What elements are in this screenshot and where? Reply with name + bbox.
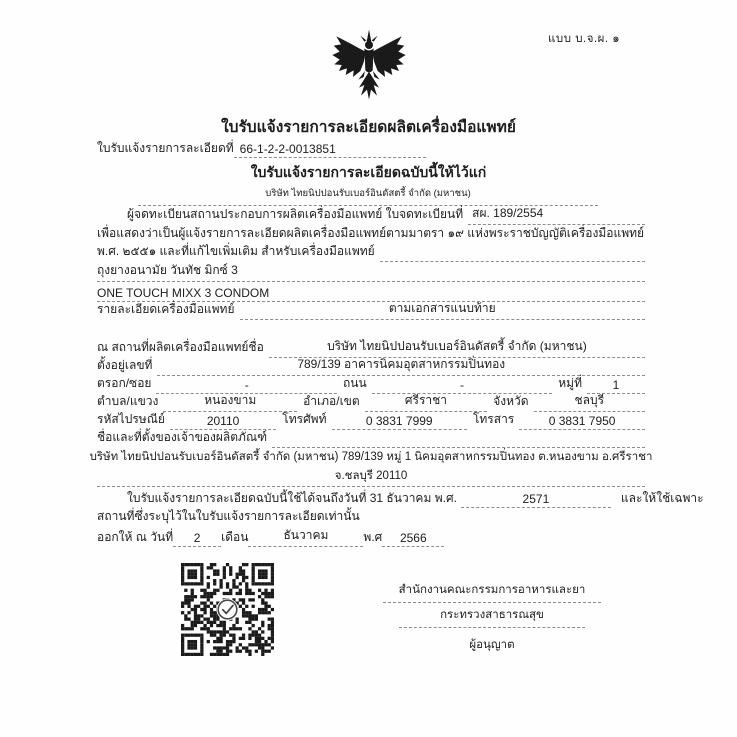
soi-label: ตรอก/ซอย [97, 376, 152, 390]
site-address-label: ตั้งอยู่เลขที่ [97, 358, 153, 372]
site-address-value: 789/139 อาคารนิคมอุตสาหกรรมปิ่นทอง [157, 355, 645, 376]
owner-address-line1: บริษัท ไทยนิปปอนรับเบอร์อินดัสตรี้ จำกัด (มหาชน) 789/139 หมู่ 1 นิคมอุตสาหกรรมปิ่นทอง ต.หนองขาม อ.ศรีราชา [89, 451, 653, 463]
province-value: ชลบุรี [534, 391, 645, 412]
soi-value: - [156, 378, 337, 394]
owner-label: ชื่อและที่ตั้งของเจ้าของผลิตภัณฑ์ [97, 430, 268, 444]
licensor-title: ผู้อนุญาต [469, 639, 515, 651]
ministry: กระทรวงสาธารณสุข [399, 606, 585, 628]
district-label: อำเภอ/เขต [303, 394, 360, 408]
registration-number: สผ. 189/2554 [468, 204, 645, 225]
validity-restriction: สถานที่ซึ่งระบุไว้ในใบรับแจ้งรายการละเอียดเท่านั้น [97, 509, 360, 523]
site-name-value: บริษัท ไทยนิปปอนรับเบอร์อินดัสตรี้ จำกัด (มหาชน) [269, 337, 645, 358]
device-name-en: ONE TOUCH MIXX 3 CONDOM [97, 282, 645, 302]
site-name-label: ณ สถานที่ผลิตเครื่องมือแพทย์ชื่อ [97, 340, 264, 354]
blank-fill [380, 260, 645, 262]
fax-label: โทรสาร [472, 412, 515, 426]
subdistrict-value: หนองขาม [163, 391, 297, 412]
doc-number-value: 66-1-2-2-0013851 [234, 142, 426, 158]
issue-era-label: พ.ศ [363, 530, 383, 544]
moo-value: 1 [587, 378, 645, 394]
issue-prefix: ออกให้ ณ วันที่ [97, 530, 174, 544]
signature-block [383, 581, 601, 654]
issued-to-heading: ใบรับแจ้งรายการละเอียดฉบับนี้ให้ไว้แก่ [250, 164, 487, 180]
subdistrict-label: ตำบล/แขวง [97, 394, 159, 408]
validity-prefix: ใบรับแจ้งรายการละเอียดฉบับนี้ใช้ได้จนถึงวันที่ 31 ธันวาคม พ.ศ. [127, 491, 457, 505]
road-label: ถนน [343, 376, 367, 390]
qr-code [181, 563, 274, 656]
statute-line: เพื่อแสดงว่าเป็นผู้แจ้งรายการละเอียดผลิตเครื่องมือแพทย์ตามมาตรา ๑๙ แห่งพระราชบัญญัติเครื่องมือแพทย์ [97, 226, 645, 240]
details-label: รายละเอียดเครื่องมือแพทย์ [97, 302, 235, 316]
owner-address-line2: จ.ชลบุรี 20110 [97, 467, 645, 487]
form-code-label: แบบ บ.จ.ผ. ๑ [548, 33, 621, 45]
garuda-emblem-icon [0, 27, 737, 116]
road-value: - [372, 378, 553, 394]
registrant-label: ผู้จดทะเบียนสถานประกอบการผลิตเครื่องมือแพทย์ ใบจดทะเบียนที่ [127, 207, 464, 221]
issuing-agency: สำนักงานคณะกรรมการอาหารและยา [383, 581, 601, 603]
moo-label: หมู่ที่ [558, 376, 582, 390]
validity-suffix: และให้ใช้เฉพาะ [620, 491, 704, 505]
phone-label: โทรศัพท์ [282, 412, 327, 426]
province-label: จังหวัด [493, 394, 529, 408]
page-title: ใบรับแจ้งรายการละเอียดผลิตเครื่องมือแพทย์ [221, 119, 516, 136]
issued-to-company: บริษัท ไทยนิปปอนรับเบอร์อินดัสตรี้ จำกัด (มหาชน) [138, 186, 598, 206]
form-body [89, 206, 704, 547]
postcode-value: 20110 [170, 414, 276, 430]
statute-line2: พ.ศ. ๒๕๕๑ และที่แก้ไขเพิ่มเติม สำหรับเครื่องมือแพทย์ [97, 244, 375, 258]
issue-year: 2566 [382, 531, 444, 547]
validity-year: 2571 [461, 492, 611, 508]
doc-number-label: ใบรับแจ้งรายการละเอียดที่ [97, 141, 234, 155]
issue-month-label: เดือน [221, 530, 249, 544]
issue-day: 2 [173, 531, 221, 547]
device-name-th: ถุงยางอนามัย วันทัช มิกซ์ 3 [97, 262, 645, 282]
fax-value: 0 3831 7950 [519, 414, 645, 430]
postcode-label: รหัสไปรษณีย์ [97, 412, 165, 426]
details-value: ตามเอกสารแนบท้าย [240, 299, 646, 320]
phone-value: 0 3831 7999 [332, 414, 467, 430]
issue-month: ธันวาคม [248, 526, 363, 547]
district-value: ศรีราชา [365, 391, 488, 412]
